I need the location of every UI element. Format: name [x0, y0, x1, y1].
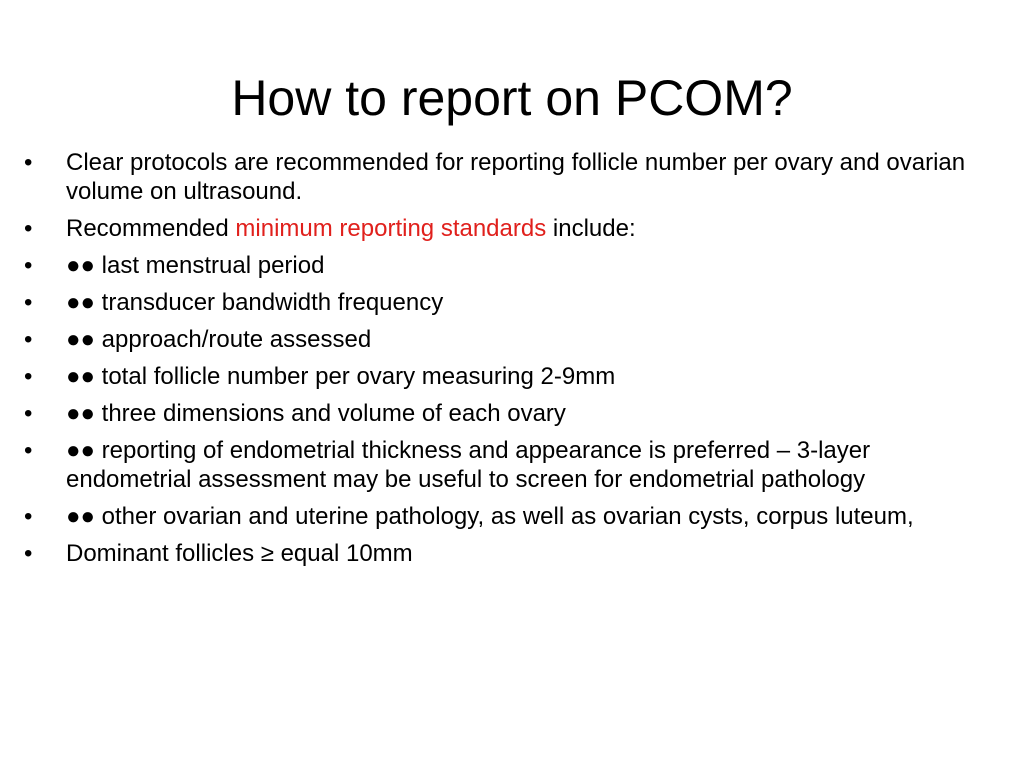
- highlight-text: minimum reporting standards: [235, 215, 547, 242]
- list-item: [24, 251, 984, 280]
- bullet-icon: •: [24, 215, 33, 242]
- bullet-list: [24, 148, 984, 576]
- bullet-icon: •: [24, 400, 33, 427]
- bullet-text: ●● total follicle number per ovary measuring 2-9mm: [66, 363, 616, 390]
- bullet-text: ●● other ovarian and uterine pathology, as well as ovarian cysts, corpus luteum,: [66, 503, 914, 530]
- bullet-icon: •: [24, 363, 33, 390]
- bullet-icon: •: [24, 437, 33, 464]
- list-item: [24, 539, 984, 568]
- list-item: [24, 148, 984, 206]
- list-item: [24, 325, 984, 354]
- list-item: [24, 502, 984, 531]
- bullet-text: ●● last menstrual period: [66, 252, 325, 279]
- bullet-text: Clear protocols are recommended for reporting follicle number per ovary and ovarian volume on ultrasound.: [66, 149, 966, 205]
- bullet-icon: •: [24, 252, 33, 279]
- bullet-icon: •: [24, 540, 33, 567]
- bullet-icon: •: [24, 289, 33, 316]
- list-item: [24, 436, 984, 494]
- slide-title: How to report on PCOM?: [231, 70, 793, 126]
- bullet-text: ●● reporting of endometrial thickness and appearance is preferred – 3-layer endometrial assessment may be useful to screen for endometrial pathology: [66, 437, 871, 493]
- bullet-text-after: include:: [546, 215, 636, 242]
- list-item: [24, 362, 984, 391]
- list-item: [24, 214, 984, 243]
- bullet-text-before: Recommended: [66, 215, 236, 242]
- bullet-text: ●● approach/route assessed: [66, 326, 372, 353]
- bullet-icon: •: [24, 326, 33, 353]
- bullet-text: Dominant follicles ≥ equal 10mm: [66, 540, 413, 567]
- bullet-icon: •: [24, 149, 33, 176]
- list-item: [24, 288, 984, 317]
- bullet-text: ●● transducer bandwidth frequency: [66, 289, 444, 316]
- bullet-text: ●● three dimensions and volume of each ovary: [66, 400, 566, 427]
- bullet-icon: •: [24, 503, 33, 530]
- list-item: [24, 399, 984, 428]
